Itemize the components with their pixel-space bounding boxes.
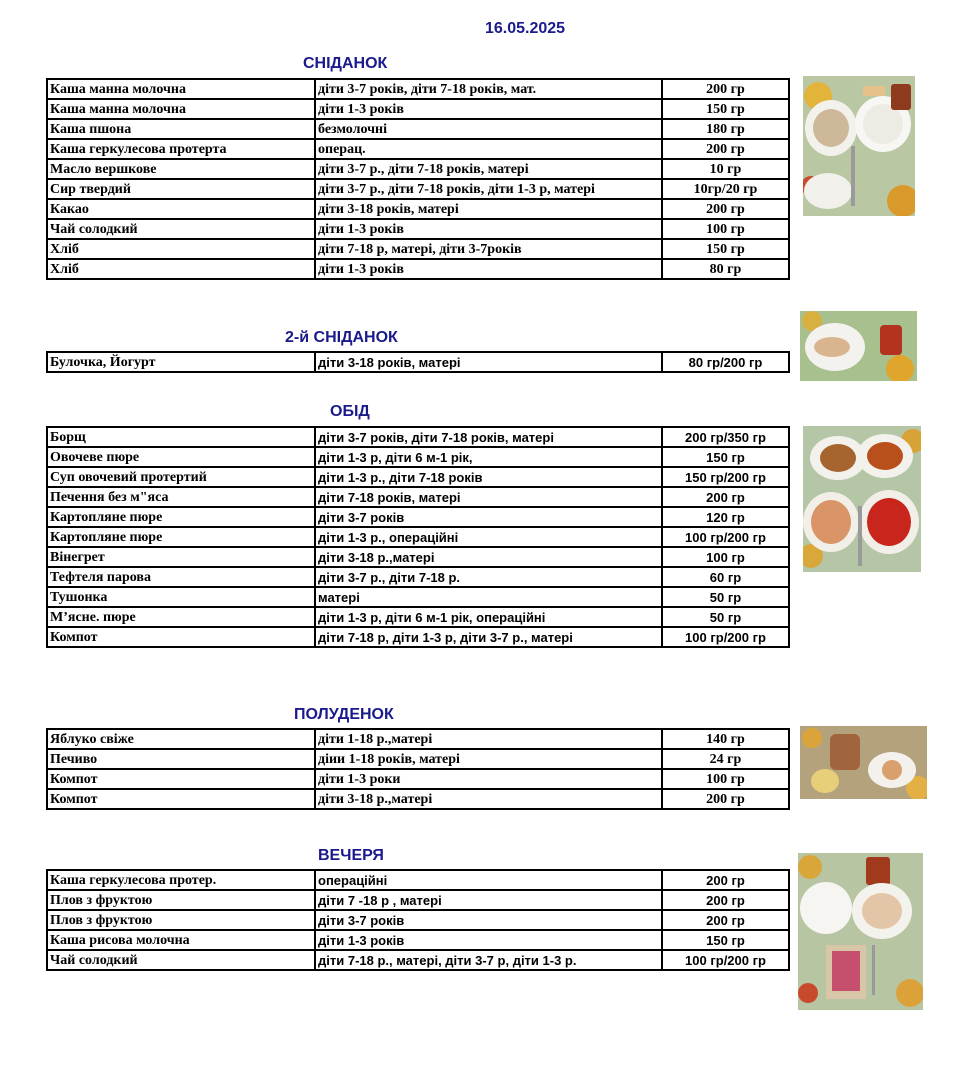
menu-row [47,352,789,372]
menu-row [47,527,789,547]
group-cell: діти 3-18 р.,матері [315,547,662,567]
group-cell: діти 1-18 р.,матері [315,729,662,749]
dish-cell: Компот [47,789,315,809]
menu-row [47,789,789,809]
menu-row [47,507,789,527]
dish-cell: Картопляне пюре [47,507,315,527]
menu-row [47,119,789,139]
menu-row [47,769,789,789]
section-title-breakfast: СНІДАНОК [303,55,388,72]
portion-cell: 200 гр [662,890,789,910]
group-cell: діти 3-18 років, матері [315,199,662,219]
section-title-snack: ПОЛУДЕНОК [294,706,394,723]
menu-row [47,950,789,970]
menu-row [47,219,789,239]
menu-row [47,239,789,259]
portion-cell: 200 гр [662,870,789,890]
dish-cell: М’ясне. пюре [47,607,315,627]
portion-cell: 10гр/20 гр [662,179,789,199]
group-cell: діти 3-7 років [315,507,662,527]
menu-row [47,487,789,507]
group-cell: безмолочні [315,119,662,139]
dish-cell: Вінегрет [47,547,315,567]
portion-cell: 80 гр [662,259,789,279]
portion-cell: 200 гр [662,139,789,159]
group-cell: діти 1-3 років [315,259,662,279]
portion-cell: 200 гр [662,199,789,219]
menu-row [47,139,789,159]
dish-cell: Яблуко свіже [47,729,315,749]
portion-cell: 100 гр [662,769,789,789]
menu-row [47,587,789,607]
dish-cell: Каша пшона [47,119,315,139]
portion-cell: 180 гр [662,119,789,139]
dish-cell: Каша рисова молочна [47,930,315,950]
dish-cell: Овочеве пюре [47,447,315,467]
portion-cell: 150 гр [662,447,789,467]
dish-cell: Хліб [47,259,315,279]
portion-cell: 150 гр [662,99,789,119]
portion-cell: 24 гр [662,749,789,769]
menu-row [47,259,789,279]
group-cell: діти 3-18 років, матері [315,352,662,372]
portion-cell: 120 гр [662,507,789,527]
group-cell: діти 7 -18 р , матері [315,890,662,910]
portion-cell: 100 гр/200 гр [662,950,789,970]
dish-cell: Компот [47,769,315,789]
portion-cell: 200 гр [662,789,789,809]
portion-cell: 200 гр [662,910,789,930]
portion-cell: 150 гр [662,930,789,950]
section-title-dinner: ВЕЧЕРЯ [318,847,384,864]
menu-row [47,427,789,447]
group-cell: діии 1-18 років, матері [315,749,662,769]
group-cell: діти 7-18 років, матері [315,487,662,507]
group-cell: діти 7-18 р, діти 1-3 р, діти 3-7 р., матері [315,627,662,647]
dish-cell: Суп овочевий протертий [47,467,315,487]
portion-cell: 100 гр [662,219,789,239]
dish-cell: Какао [47,199,315,219]
menu-row [47,890,789,910]
dish-cell: Борщ [47,427,315,447]
portion-cell: 100 гр/200 гр [662,627,789,647]
portion-cell: 200 гр [662,487,789,507]
portion-cell: 150 гр [662,239,789,259]
group-cell: діти 7-18 р, матері, діти 3-7років [315,239,662,259]
section-title-second-breakfast: 2-й СНІДАНОК [285,329,398,346]
dinner-table [46,869,790,971]
group-cell: діти 1-3 р., операційні [315,527,662,547]
dish-cell: Каша геркулесова протер. [47,870,315,890]
menu-row [47,547,789,567]
portion-cell: 200 гр/350 гр [662,427,789,447]
dish-cell: Булочка, Йогурт [47,352,315,372]
menu-date: 16.05.2025 [484,20,566,37]
menu-row [47,199,789,219]
menu-row [47,930,789,950]
group-cell: діти 3-7 р., діти 7-18 р. [315,567,662,587]
group-cell: діти 1-3 років [315,99,662,119]
menu-row [47,179,789,199]
group-cell: діти 1-3 років [315,219,662,239]
menu-row [47,749,789,769]
menu-row [47,447,789,467]
second-breakfast-photo [800,311,917,381]
dish-cell: Тефтеля парова [47,567,315,587]
group-cell: діти 1-3 р., діти 7-18 років [315,467,662,487]
section-title-lunch: ОБІД [330,403,370,420]
dish-cell: Каша манна молочна [47,99,315,119]
group-cell: діти 1-3 р, діти 6 м-1 рік, операційні [315,607,662,627]
breakfast-table [46,78,790,280]
portion-cell: 80 гр/200 гр [662,352,789,372]
dish-cell: Чай солодкий [47,950,315,970]
dish-cell: Тушонка [47,587,315,607]
snack-photo [800,726,927,799]
portion-cell: 100 гр [662,547,789,567]
menu-row [47,607,789,627]
dinner-photo [798,853,923,1010]
dish-cell: Масло вершкове [47,159,315,179]
group-cell: матері [315,587,662,607]
portion-cell: 50 гр [662,607,789,627]
dish-cell: Печиво [47,749,315,769]
dish-cell: Чай солодкий [47,219,315,239]
dish-cell: Хліб [47,239,315,259]
group-cell: операц. [315,139,662,159]
snack-table [46,728,790,810]
breakfast-photo [803,76,915,216]
group-cell: діти 3-18 р.,матері [315,789,662,809]
portion-cell: 150 гр/200 гр [662,467,789,487]
lunch-photo [803,426,921,572]
lunch-table [46,426,790,648]
menu-row [47,910,789,930]
portion-cell: 10 гр [662,159,789,179]
dish-cell: Каша геркулесова протерта [47,139,315,159]
group-cell: діти 3-7 років [315,910,662,930]
menu-row [47,159,789,179]
menu-row [47,567,789,587]
dish-cell: Печення без м"яса [47,487,315,507]
portion-cell: 50 гр [662,587,789,607]
menu-row [47,79,789,99]
menu-row [47,870,789,890]
group-cell: діти 3-7 років, діти 7-18 років, матері [315,427,662,447]
group-cell: діти 1-3 р, діти 6 м-1 рік, [315,447,662,467]
portion-cell: 140 гр [662,729,789,749]
second-breakfast-table [46,351,790,373]
menu-row [47,99,789,119]
group-cell: діти 7-18 р., матері, діти 3-7 р, діти 1-3 р. [315,950,662,970]
menu-row [47,627,789,647]
group-cell: діти 1-3 років [315,930,662,950]
menu-row [47,467,789,487]
group-cell: діти 1-3 роки [315,769,662,789]
dish-cell: Плов з фруктою [47,910,315,930]
group-cell: діти 3-7 років, діти 7-18 років, мат. [315,79,662,99]
portion-cell: 60 гр [662,567,789,587]
dish-cell: Каша манна молочна [47,79,315,99]
dish-cell: Плов з фруктою [47,890,315,910]
group-cell: операційні [315,870,662,890]
group-cell: діти 3-7 р., діти 7-18 років, діти 1-3 р, матері [315,179,662,199]
group-cell: діти 3-7 р., діти 7-18 років, матері [315,159,662,179]
dish-cell: Сир твердий [47,179,315,199]
dish-cell: Компот [47,627,315,647]
portion-cell: 200 гр [662,79,789,99]
dish-cell: Картопляне пюре [47,527,315,547]
menu-row [47,729,789,749]
portion-cell: 100 гр/200 гр [662,527,789,547]
